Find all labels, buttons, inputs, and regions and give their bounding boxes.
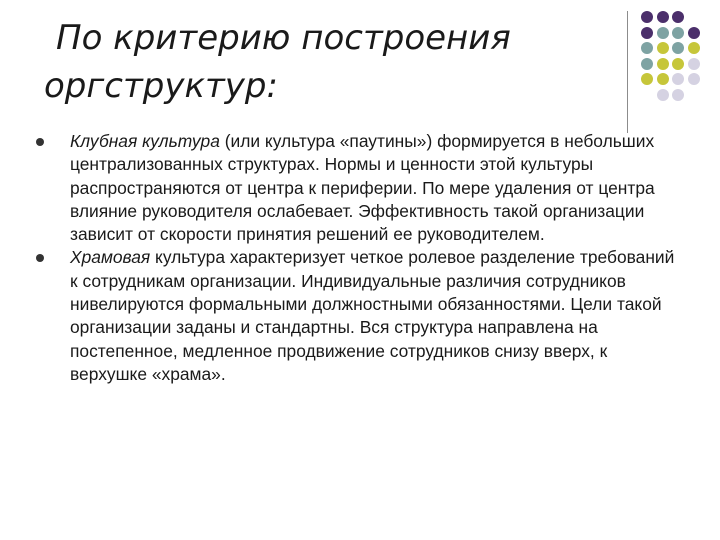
bullet-dot-icon: [36, 254, 44, 262]
term-club-culture: Клубная культура: [70, 131, 220, 151]
decorative-dot: [657, 42, 669, 54]
decorative-dot-grid: [641, 11, 720, 111]
decorative-dot: [641, 11, 653, 23]
term-temple-culture: Храмовая: [70, 247, 151, 268]
decorative-dot: [641, 27, 653, 39]
decorative-dot: [672, 42, 684, 54]
bullet-list: [36, 130, 686, 386]
title-line-1: По критерию построения: [56, 18, 511, 58]
decorative-dot: [672, 58, 684, 70]
decorative-dot: [657, 73, 669, 85]
title-line-2: оргструктур:: [44, 66, 278, 107]
decorative-dot: [672, 89, 684, 101]
decorative-dot: [641, 42, 653, 54]
bullet-item-club-culture: [36, 130, 686, 246]
decorative-dot: [688, 27, 700, 39]
decorative-dot: [641, 58, 653, 70]
decorative-dot: [672, 11, 684, 23]
decorative-dot: [672, 73, 684, 85]
bullet-text-temple-culture: культура характеризует четкое ролевое разделение требований к сотрудникам организации. Индивидуальные различия сотрудников нивелируются формальными должностными обязанностями. Цели такой организации заданы и стандартны. Вся структура направлена на постепенное, медленное продвижение сотрудников снизу вверх, к верхушке «храма».: [70, 247, 675, 384]
bullet-text-club-culture: (или культура «паутины») формируется в небольших централизованных структурах. Нормы и ценности этой культуры распространяются от центра к периферии. По мере удаления от центра влияние руководителя ослабевает. Эффективность такой организации зависит от скорости принятия решений ее руководителем.: [70, 131, 655, 245]
decorative-dot: [657, 58, 669, 70]
decorative-dot: [688, 58, 700, 70]
decorative-dot: [672, 27, 684, 39]
slide-title: [44, 14, 604, 111]
decorative-dot: [688, 42, 700, 54]
decorative-dot: [641, 73, 653, 85]
decorative-dot: [657, 89, 669, 101]
vertical-divider: [627, 11, 628, 133]
decorative-dot: [657, 11, 669, 23]
bullet-dot-icon: [36, 138, 44, 146]
decorative-dot: [688, 73, 700, 85]
decorative-dot: [657, 27, 669, 39]
bullet-item-temple-culture: [36, 246, 686, 386]
